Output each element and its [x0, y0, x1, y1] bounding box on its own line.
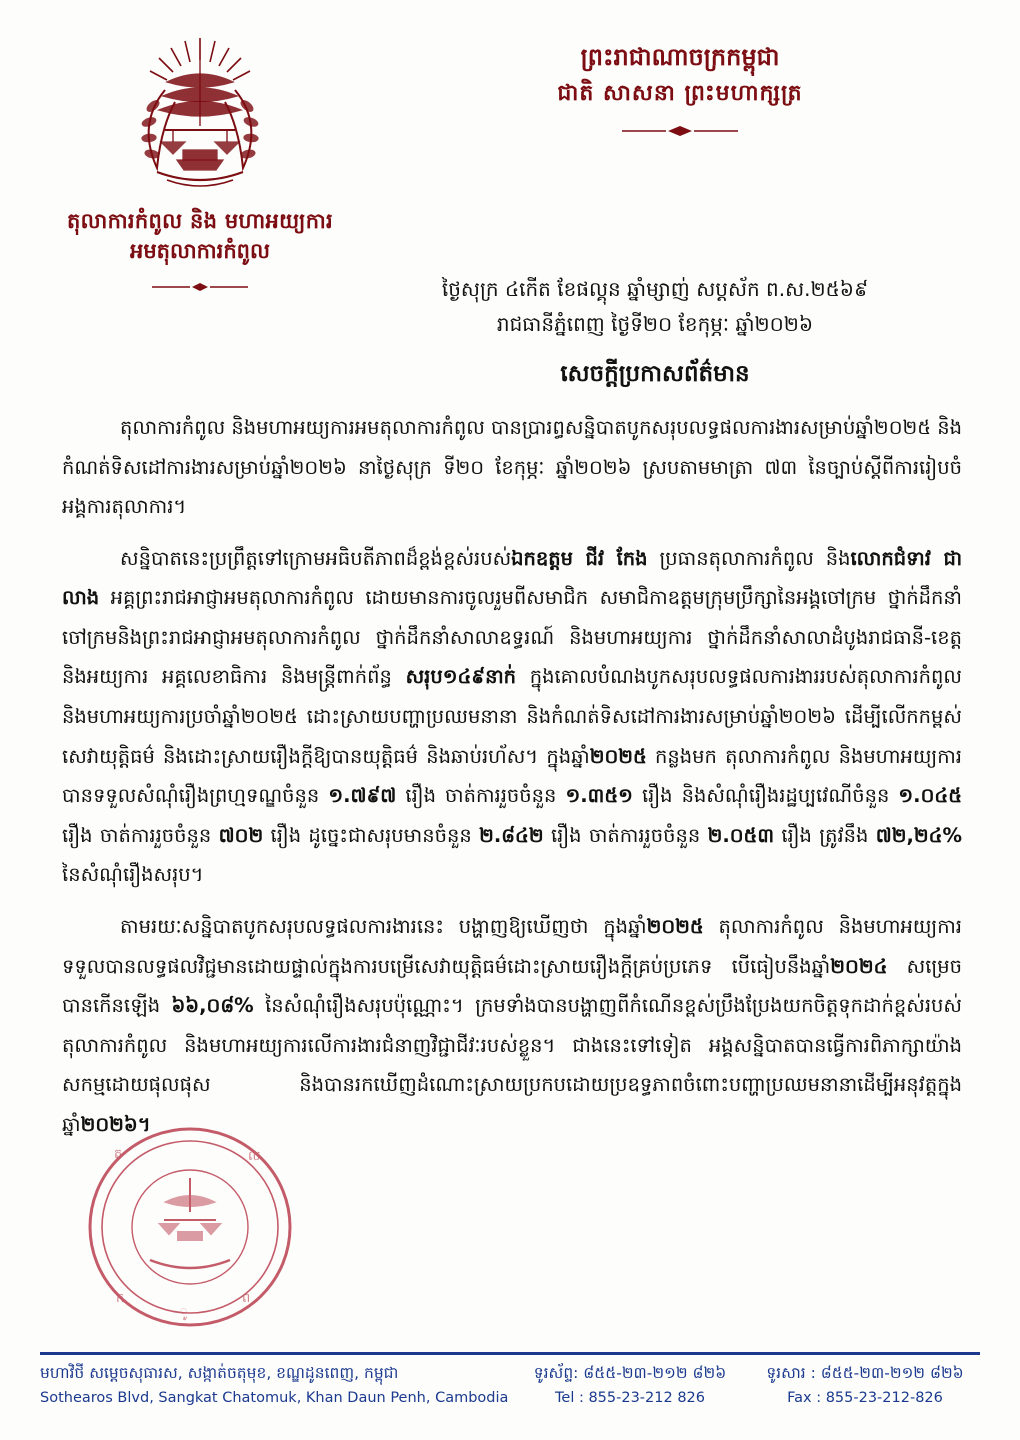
footer-phone-latin: Tel : 855-23-212 826: [555, 1390, 705, 1407]
national-motto: ជាតិ សាសនា ព្រះមហាក្សត្រ: [557, 81, 803, 107]
footer-address: [40, 1360, 510, 1411]
svg-text:ក: ក: [116, 1291, 125, 1306]
body-text-run: រឿង និងសំណុំរឿងរដ្ឋប្បវេណីចំនួន: [632, 784, 899, 808]
footer-phone-khmer: ទូរស័ព្ទ: ៨៥៥-២៣-២១២ ៨២៦: [533, 1364, 727, 1382]
emphasis-text: លោកជំទាវ ជា លាង: [62, 546, 963, 610]
page-title: សេចក្តីប្រកាសព័ត៌មាន: [560, 361, 750, 387]
emphasis-text: សរុប១៤៩នាក់: [405, 665, 517, 689]
body-text-run: តុលាការកំពូល និងមហាអយ្យការ ទទួលបានលទ្ធផលវិជ្ជមានដោយផ្ទាល់ក្នុងការបម្រើសេវាយុត្តិធម៌ដោះស្រាយរឿងក្តីគ្រប់ប្រភេទ បើធៀបនឹងឆ្នាំ: [62, 914, 962, 978]
body-text-run: តុលាការកំពូល និងមហាអយ្យការអមតុលាការកំពូល បានប្រារព្ធសន្និបាតបូកសរុបលទ្ធផលការងារសម្រាប់ឆ្នាំ២០២៥ និងកំណត់ទិសដៅការងារសម្រាប់ឆ្នាំ២០២៦ នាថ្ងៃសុក្រ ទី២០ ខែកុម្ភៈ ឆ្នាំ២០២៦ ស្របតាមមាត្រា ៧៣ នៃច្បាប់ស្តីពីការរៀបចំអង្គការតុលាការ។: [62, 416, 963, 519]
organization-name-line2: អមតុលាការកំពូល: [130, 238, 270, 263]
body-text-run: នៃសំណុំរឿងសរុបប៉ុណ្ណោះ។ ក្រមទាំងបានបង្ហាញពីកំណើនខ្ពស់ប្រឹងប្រែងយកចិត្តទុកដាក់ខ្ពស់របស់តុលាការកំពូល និងមហាអយ្យការលើការងារជំនាញវិជ្ជាជីវៈរបស់ខ្លួន។ ជាងនេះទៅទៀត អង្គសន្និបាតបានធ្វើការពិភាក្សាយ៉ាងសកម្មដោយផុលផុស និងបានរកឃើញដំណោះស្រាយប្រកបដោយប្រឧទ្ធភាពចំពោះបញ្ហាប្រឈមនានាដើម្បីអនុវត្តក្នុងឆ្នាំ: [62, 994, 962, 1136]
organization-name-line1: តុលាការកំពូល និង មហាអយ្យការ: [67, 209, 333, 233]
emphasis-text: ១.៧៩៧: [328, 784, 397, 808]
emphasis-text: ១.៣៥១: [565, 784, 633, 808]
emphasis-text: ៧០២: [218, 823, 264, 847]
emphasis-text: ២០២៦។: [80, 1112, 151, 1136]
footer-divider: [40, 1352, 980, 1355]
document-body: [62, 408, 962, 1156]
body-text-run: សន្និបាតនេះប្រព្រឹត្តទៅក្រោមអធិបតីភាពដ៏ខ្ពង់ខ្ពស់របស់: [120, 546, 512, 570]
footer-fax-latin: Fax : 855-23-212-826: [787, 1390, 943, 1407]
emphasis-text: ២.០៥៣: [707, 823, 775, 847]
emphasis-text: ២០២៥: [646, 914, 704, 938]
svg-text:ត: ត: [114, 1147, 123, 1162]
body-text-run: អគ្គព្រះរាជអាជ្ញាអមតុលាការកំពូល ដោយមានការចូលរួមពីសមាជិក សមាជិកាឧត្តមក្រុមប្រឹក្សានៃអង្គចៅក្រម ថ្នាក់ដឹកនាំ ចៅក្រមនិងព្រះរាជអាជ្ញាអមតុលាការកំពូល ថ្នាក់ដឹកនាំសាលាឧទ្ធរណ៍ និងមហាអយ្យការ ថ្នាក់ដឹកនាំសាលាដំបូងរាជធានី-ខេត្ត និងអយ្យការ អគ្គលេខាធិការ និងមន្ត្រីពាក់ព័ន្ធ: [62, 586, 962, 689]
emphasis-text: ឯកឧត្តម ជីវ កែង: [511, 546, 648, 570]
letterhead: [0, 30, 400, 287]
body-text-run: រឿង ចាត់ការរួចចំនួន: [396, 784, 566, 808]
letterhead-ornament-divider: [150, 277, 250, 287]
emphasis-text: ១.០៤៥: [898, 784, 963, 808]
footer-address-khmer: មហាវិថី សម្តេចសុធារស, សង្កាត់ចតុមុខ, ខណ្ឌដូនពេញ, កម្ពុជា: [40, 1364, 399, 1382]
body-text-run: នៃសំណុំរឿងសរុប។: [62, 863, 204, 887]
body-text-run: ប្រធានតុលាការកំពូល និង: [647, 546, 851, 570]
body-text-run: រឿង ដូច្នេះជាសរុបមានចំនួន: [263, 823, 480, 847]
svg-text:ូ: ូ: [180, 1305, 188, 1320]
national-emblem-icon: [105, 30, 295, 200]
body-text-run: កន្លងមក តុលាការកំពូល និងមហាអយ្យការ បានទទួលសំណុំរឿងព្រហ្មទណ្ឌចំនួន: [62, 744, 962, 808]
para-3: [62, 907, 962, 1144]
emphasis-text: ៦៦,០៨%: [171, 994, 254, 1018]
header-ornament-divider: [620, 122, 740, 134]
footer: [40, 1360, 980, 1411]
date-buddhist-era: ថ្ងៃសុក្រ ៤កើត ខែផល្គុន ឆ្នាំម្សាញ់ សប្តស័ក ព.ស.២៥៦៩: [441, 277, 869, 301]
emphasis-text: ២០២៤: [830, 954, 888, 978]
footer-fax-khmer: ទូរសារ : ៨៥៥-២៣-២១២ ៨២៦: [766, 1364, 964, 1382]
para-1: [62, 408, 962, 527]
date-block: [330, 272, 980, 342]
kingdom-title: ព្រះរាជាណាចក្រកម្ពុជា: [580, 43, 780, 71]
body-text-run: រឿង ចាត់ការរួចចំនួន: [543, 823, 708, 847]
body-text-run: រឿង ត្រូវនឹង: [774, 823, 876, 847]
body-text-run: រឿង ចាត់ការរួចចំនួន: [62, 823, 219, 847]
emphasis-text: ៧២,២៤%: [875, 823, 962, 847]
body-text-run: តាមរយៈសន្និបាតបូកសរុបលទ្ធផលការងារនេះ បង្ហាញឱ្យឃើញថា ក្នុងឆ្នាំ: [120, 914, 647, 938]
emphasis-text: ២.៨៤២: [479, 823, 544, 847]
footer-fax: [750, 1360, 980, 1411]
date-gregorian: រាជធានីភ្នំពេញ ថ្ងៃទី២០ ខែកុម្ភៈ ឆ្នាំ២០២៦: [496, 312, 814, 336]
footer-address-latin: Sothearos Blvd, Sangkat Chatomuk, Khan Daun Penh, Cambodia: [40, 1390, 509, 1407]
svg-text:ល: ល: [248, 1149, 261, 1164]
emphasis-text: ២០២៥: [589, 744, 647, 768]
para-2: [62, 539, 962, 895]
footer-phone: [515, 1360, 745, 1411]
body-text-run: ក្នុងគោលបំណងបូកសរុបលទ្ធផលការងាររបស់តុលាការកំពូល និងមហាអយ្យការប្រចាំឆ្នាំ២០២៥ ដោះស្រាយបញ្ហាប្រឈមនានា និងកំណត់ទិសដៅការងារសម្រាប់ឆ្នាំ២០២៦ ដើម្បីលើកកម្ពស់សេវាយុត្តិធម៌ និងដោះស្រាយរឿងក្តីឱ្យបានយុត្តិធម៌ និងឆាប់រហ័ស។ ក្នុងឆ្នាំ: [62, 665, 962, 768]
national-header: [380, 38, 980, 134]
svg-text:ព: ព: [242, 1291, 251, 1306]
body-text-run: សម្រេចបានកើនឡើង: [62, 954, 962, 1018]
